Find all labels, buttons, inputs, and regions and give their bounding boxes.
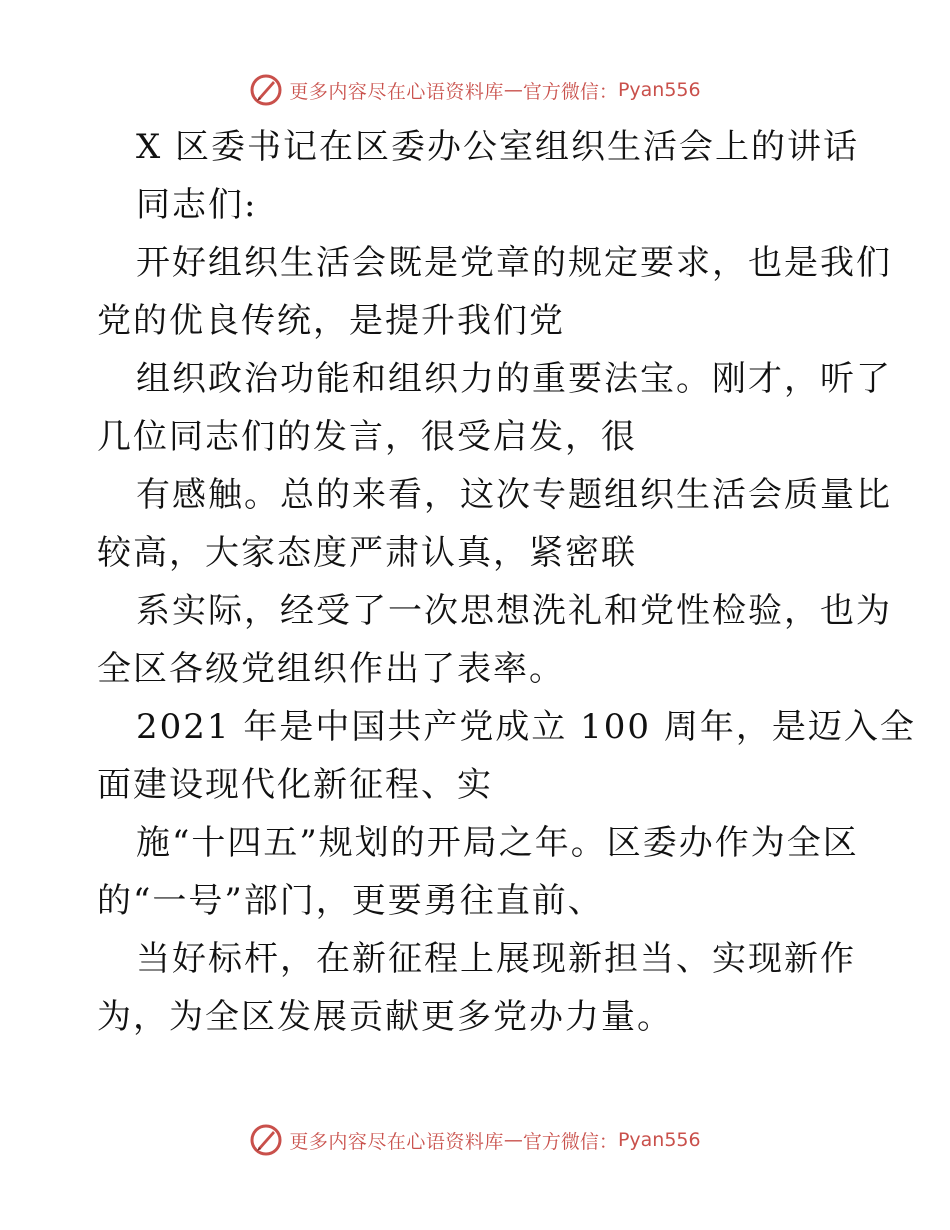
document-body xyxy=(97,118,916,1046)
paragraph-lines xyxy=(97,176,916,1046)
watermark-site-text: 更多内容尽在心语资料库 xyxy=(289,1130,504,1153)
text-line: 较高，大家态度严肃认真，紧密联 xyxy=(97,533,637,573)
text-line: 组织政治功能和组织力的重要法宝。刚才，听了 xyxy=(136,359,892,399)
watermark-wechat-label: 官方微信： xyxy=(522,80,618,103)
header-watermark xyxy=(0,70,950,110)
quill-logo-icon xyxy=(249,1123,283,1157)
text-line: 开好组织生活会既是党章的规定要求，也是我们 xyxy=(136,243,892,283)
text-line: 党的优良传统，是提升我们党 xyxy=(97,301,565,341)
quill-logo-icon xyxy=(249,73,283,107)
text-line: 几位同志们的发言，很受启发，很 xyxy=(97,417,637,457)
text-line: 施“十四五”规划的开局之年。区委办作为全区 xyxy=(136,823,859,863)
watermark-wechat-label: 官方微信： xyxy=(522,1130,618,1153)
watermark-wechat-id: Pyan556 xyxy=(617,1129,701,1151)
text-line: 2021 年是中国共产党成立 100 周年，是迈入全 xyxy=(136,707,916,747)
watermark-site-text: 更多内容尽在心语资料库 xyxy=(289,80,504,103)
watermark-wechat-id: Pyan556 xyxy=(617,79,701,101)
text-line: 面建设现代化新征程、实 xyxy=(97,765,493,805)
text-line: 同志们: xyxy=(136,185,258,225)
watermark-separator: — xyxy=(503,1129,523,1151)
text-line: 有感触。总的来看，这次专题组织生活会质量比 xyxy=(136,475,892,515)
text-line: 为，为全区发展贡献更多党办力量。 xyxy=(97,997,673,1037)
text-line: 系实际，经受了一次思想洗礼和党性检验，也为 xyxy=(136,591,892,631)
text-line: 全区各级党组织作出了表率。 xyxy=(97,649,565,689)
footer-watermark xyxy=(0,1120,950,1160)
text-line: 的“一号”部门，更要勇往直前、 xyxy=(97,881,604,921)
text-line: 当好标杆，在新征程上展现新担当、实现新作 xyxy=(136,939,856,979)
document-title: X 区委书记在区委办公室组织生活会上的讲话 xyxy=(136,127,860,167)
watermark-separator: — xyxy=(503,79,523,101)
